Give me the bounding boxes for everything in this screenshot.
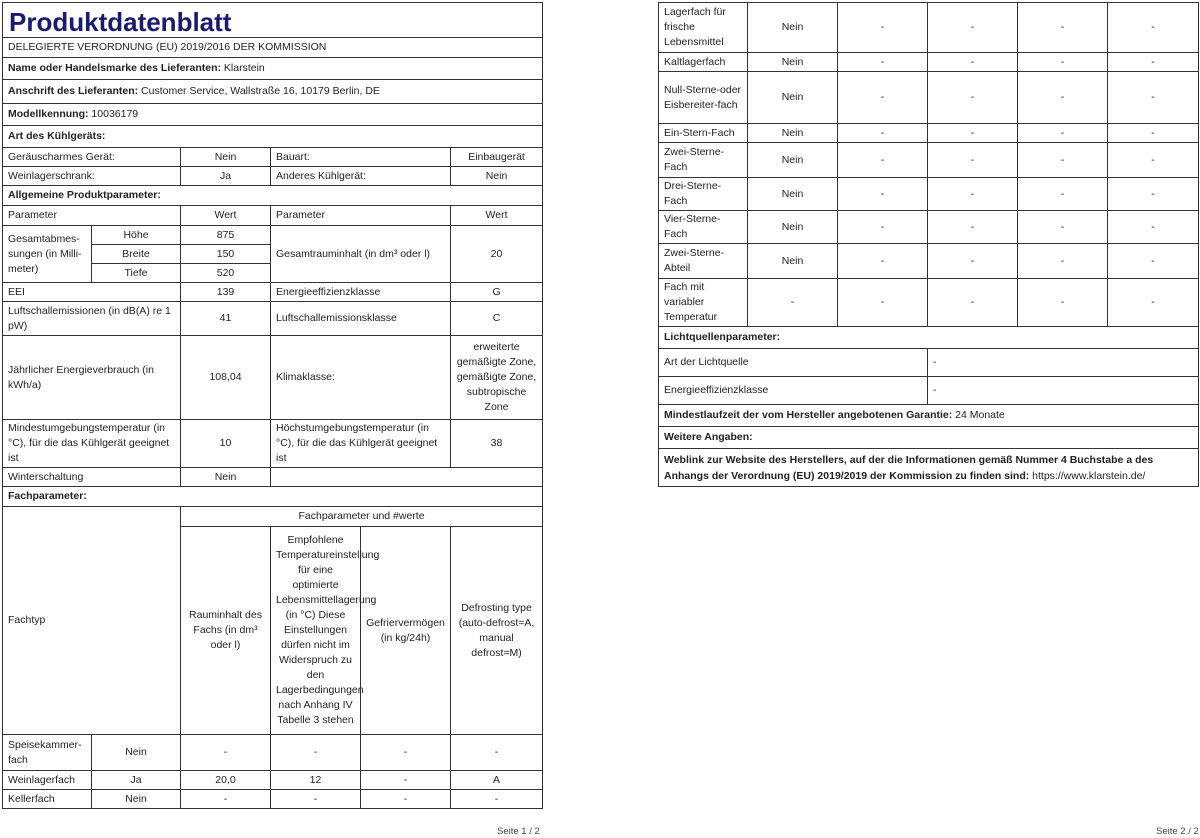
compartment-present: Nein xyxy=(748,53,838,72)
compartment-name: Kellerfach xyxy=(3,790,92,809)
table-row xyxy=(659,3,1199,53)
compartment-name: Kaltlagerfach xyxy=(659,53,748,72)
noise-emission-value: 41 xyxy=(181,302,271,336)
compartment-name: Null-Sterne-oder Eisbereiter-fach xyxy=(659,72,748,124)
compartment-defrost: - xyxy=(1108,72,1199,124)
compartment-name: Fach mit variabler Temperatur xyxy=(659,279,748,327)
header-parameter-right: Parameter xyxy=(271,206,451,226)
compartment-present: Nein xyxy=(748,244,838,279)
compartment-name: Vier-Sterne-Fach xyxy=(659,211,748,244)
compartment-present: Nein xyxy=(92,735,181,771)
compartment-volume: - xyxy=(181,790,271,809)
compartment-defrost: - xyxy=(1108,53,1199,72)
table-row xyxy=(659,244,1199,279)
weblink-row xyxy=(659,449,1199,487)
header-parameter-left: Parameter xyxy=(3,206,181,226)
other-appliance-label: Anderes Kühlgerät: xyxy=(271,167,451,186)
compartment-temp: - xyxy=(928,279,1018,327)
model-row xyxy=(3,104,543,126)
compartment-freeze: - xyxy=(1018,211,1108,244)
temperature-column-header: Empfohlene Temperatureinstellung für eine optimierte Lebensmittellagerung (in °C) Diese Einstellungen dürfen nicht im Widerspruch zu den Lagerbedingungen nach Anhang IV Tabelle 3 stehen xyxy=(271,527,361,735)
address-row xyxy=(3,80,543,104)
compartment-present: Nein xyxy=(748,178,838,211)
general-params-heading: Allgemeine Produktparameter: xyxy=(3,186,543,206)
address-label: Anschrift des Lieferanten: xyxy=(8,85,139,97)
address-value: Customer Service, Wallstraße 16, 10179 Berlin, DE xyxy=(141,85,380,97)
light-energy-class-label: Energieeffizienzklasse xyxy=(659,377,928,405)
compartment-type-header: Fachtyp xyxy=(3,507,181,735)
compartment-volume: - xyxy=(838,244,928,279)
compartment-volume: - xyxy=(838,279,928,327)
light-energy-class-value: - xyxy=(928,377,1199,405)
design-label: Bauart: xyxy=(271,148,451,167)
design-value: Einbaugerät xyxy=(451,148,543,167)
compartment-present: Nein xyxy=(748,124,838,143)
warranty-row xyxy=(659,405,1199,427)
compartment-present: Nein xyxy=(92,790,181,809)
compartment-name: Weinlagerfach xyxy=(3,771,92,790)
max-temp-value: 38 xyxy=(451,420,543,468)
compartment-freeze: - xyxy=(1018,279,1108,327)
compartment-freeze: - xyxy=(1018,124,1108,143)
compartment-volume: - xyxy=(838,178,928,211)
other-appliance-value: Nein xyxy=(451,167,543,186)
regulation-text: DELEGIERTE VERORDNUNG (EU) 2019/2016 DER KOMMISSION xyxy=(3,38,543,58)
compartment-values-header: Fachparameter und #werte xyxy=(181,507,543,527)
compartment-freeze: - xyxy=(1018,244,1108,279)
weblink-value[interactable]: https://www.klarstein.de/ xyxy=(1032,469,1146,482)
height-value: 875 xyxy=(181,226,271,245)
volume-column-header: Rauminhalt des Fachs (in dm³ oder l) xyxy=(181,527,271,735)
compartment-freeze: - xyxy=(1018,143,1108,178)
compartment-defrost: - xyxy=(451,735,543,771)
page-title: Produktdatenblatt xyxy=(3,3,543,38)
compartment-temp: - xyxy=(928,211,1018,244)
compartment-temp: - xyxy=(928,244,1018,279)
wine-cabinet-value: Ja xyxy=(181,167,271,186)
compartment-volume: - xyxy=(838,143,928,178)
compartment-volume: - xyxy=(838,53,928,72)
winter-switch-value: Nein xyxy=(181,468,271,487)
compartment-defrost: - xyxy=(1108,244,1199,279)
table-row xyxy=(659,124,1199,143)
page-1 xyxy=(2,2,543,809)
compartment-defrost: - xyxy=(1108,3,1199,53)
low-noise-value: Nein xyxy=(181,148,271,167)
compartment-freeze: - xyxy=(361,790,451,809)
annual-energy-value: 108,04 xyxy=(181,336,271,420)
light-type-value: - xyxy=(928,349,1199,377)
page-2 xyxy=(658,2,1199,487)
compartment-params-heading: Fachparameter: xyxy=(3,487,543,507)
compartment-name: Zwei-Sterne-Abteil xyxy=(659,244,748,279)
min-temp-value: 10 xyxy=(181,420,271,468)
compartment-name: Ein-Stern-Fach xyxy=(659,124,748,143)
compartment-temp: - xyxy=(928,3,1018,53)
total-volume-value: 20 xyxy=(451,226,543,283)
compartment-temp: - xyxy=(928,124,1018,143)
climate-class-label: Klimaklasse: xyxy=(271,336,451,420)
page-1-footer: Seite 1 / 2 xyxy=(497,826,540,837)
weblink-label: Weblink zur Website des Herstellers, auf der die Informationen gemäß Nummer 4 Buchstabe a des Anhangs der Verordnung (EU) 2019/2019 der Kommission zu finden sind: xyxy=(664,453,1154,482)
warranty-label: Mindestlaufzeit der vom Hersteller angebotenen Garantie: xyxy=(664,409,953,421)
depth-value: 520 xyxy=(181,264,271,283)
dimensions-label: Gesamtabmes-sungen (in Milli-meter) xyxy=(3,226,92,283)
compartment-freeze: - xyxy=(1018,53,1108,72)
compartment-freeze: - xyxy=(1018,72,1108,124)
depth-label: Tiefe xyxy=(92,264,181,283)
compartment-present: Nein xyxy=(748,72,838,124)
noise-class-label: Luftschallemissionsklasse xyxy=(271,302,451,336)
appliance-type-heading: Art des Kühlgeräts: xyxy=(3,126,543,148)
compartment-defrost: - xyxy=(1108,143,1199,178)
table-row xyxy=(659,211,1199,244)
freezing-column-header: Gefriervermögen (in kg/24h) xyxy=(361,527,451,735)
table-row xyxy=(659,72,1199,124)
compartment-name: Speisekammer-fach xyxy=(3,735,92,771)
compartment-freeze: - xyxy=(361,771,451,790)
compartment-temp: - xyxy=(271,735,361,771)
height-label: Höhe xyxy=(92,226,181,245)
compartment-defrost: - xyxy=(1108,124,1199,143)
empty-cell xyxy=(271,468,543,487)
table-row xyxy=(3,771,543,790)
eei-label: EEI xyxy=(3,283,181,302)
compartment-volume: - xyxy=(838,211,928,244)
compartment-name: Zwei-Sterne-Fach xyxy=(659,143,748,178)
product-sheet-table-page-2 xyxy=(658,2,1199,487)
light-type-label: Art der Lichtquelle xyxy=(659,349,928,377)
product-sheet-table-page-1 xyxy=(2,2,543,809)
compartment-freeze: - xyxy=(361,735,451,771)
supplier-label: Name oder Handelsmarke des Lieferanten: xyxy=(8,62,221,74)
page-2-footer: Seite 2 / 2 xyxy=(1156,826,1199,837)
header-value-right: Wert xyxy=(451,206,543,226)
compartment-defrost: - xyxy=(1108,211,1199,244)
compartment-temp: - xyxy=(928,53,1018,72)
compartment-temp: - xyxy=(928,72,1018,124)
compartment-freeze: - xyxy=(1018,178,1108,211)
table-row xyxy=(3,790,543,809)
compartment-present: Nein xyxy=(748,143,838,178)
compartment-volume: - xyxy=(181,735,271,771)
table-row xyxy=(659,178,1199,211)
winter-switch-label: Winterschaltung xyxy=(3,468,181,487)
width-label: Breite xyxy=(92,245,181,264)
model-label: Modellkennung: xyxy=(8,108,89,120)
compartment-present: Nein xyxy=(748,211,838,244)
compartment-defrost: - xyxy=(451,790,543,809)
min-temp-label: Mindestumgebungstemperatur (in °C), für die das Kühlgerät geeignet ist xyxy=(3,420,181,468)
compartment-defrost: - xyxy=(1108,178,1199,211)
compartment-present: Ja xyxy=(92,771,181,790)
header-value-left: Wert xyxy=(181,206,271,226)
annual-energy-label: Jährlicher Energieverbrauch (in kWh/a) xyxy=(3,336,181,420)
width-value: 150 xyxy=(181,245,271,264)
supplier-value: Klarstein xyxy=(223,62,265,74)
compartment-temp: - xyxy=(271,790,361,809)
compartment-volume: 20,0 xyxy=(181,771,271,790)
climate-class-value: erweiterte gemäßigte Zone, gemäßigte Zone, subtropische Zone xyxy=(451,336,543,420)
table-row xyxy=(659,53,1199,72)
defrost-column-header: Defrosting type (auto-defrost=A, manual defrost=M) xyxy=(451,527,543,735)
compartment-temp: - xyxy=(928,178,1018,211)
max-temp-label: Höchstumgebungstemperatur (in °C), für die das Kühlgerät geeignet ist xyxy=(271,420,451,468)
further-info-heading: Weitere Angaben: xyxy=(659,427,1199,449)
compartment-volume: - xyxy=(838,72,928,124)
energy-class-label: Energieeffizienzklasse xyxy=(271,283,451,302)
compartment-defrost: A xyxy=(451,771,543,790)
eei-value: 139 xyxy=(181,283,271,302)
light-params-heading: Lichtquellenparameter: xyxy=(659,327,1199,349)
compartment-freeze: - xyxy=(1018,3,1108,53)
compartment-name: Drei-Sterne-Fach xyxy=(659,178,748,211)
table-row xyxy=(659,143,1199,178)
compartment-name: Lagerfach für frische Lebensmittel xyxy=(659,3,748,53)
low-noise-label: Geräuscharmes Gerät: xyxy=(3,148,181,167)
compartment-volume: - xyxy=(838,3,928,53)
table-row xyxy=(3,735,543,771)
compartment-volume: - xyxy=(838,124,928,143)
compartment-present: - xyxy=(748,279,838,327)
total-volume-label: Gesamtrauminhalt (in dm³ oder l) xyxy=(271,226,451,283)
model-value: 10036179 xyxy=(91,108,139,120)
wine-cabinet-label: Weinlagerschrank: xyxy=(3,167,181,186)
noise-class-value: C xyxy=(451,302,543,336)
compartment-temp: - xyxy=(928,143,1018,178)
table-row xyxy=(659,279,1199,327)
compartment-temp: 12 xyxy=(271,771,361,790)
compartment-present: Nein xyxy=(748,3,838,53)
energy-class-value: G xyxy=(451,283,543,302)
warranty-value: 24 Monate xyxy=(955,409,1005,421)
noise-emission-label: Luftschallemissionen (in dB(A) re 1 pW) xyxy=(3,302,181,336)
compartment-defrost: - xyxy=(1108,279,1199,327)
supplier-row xyxy=(3,58,543,80)
